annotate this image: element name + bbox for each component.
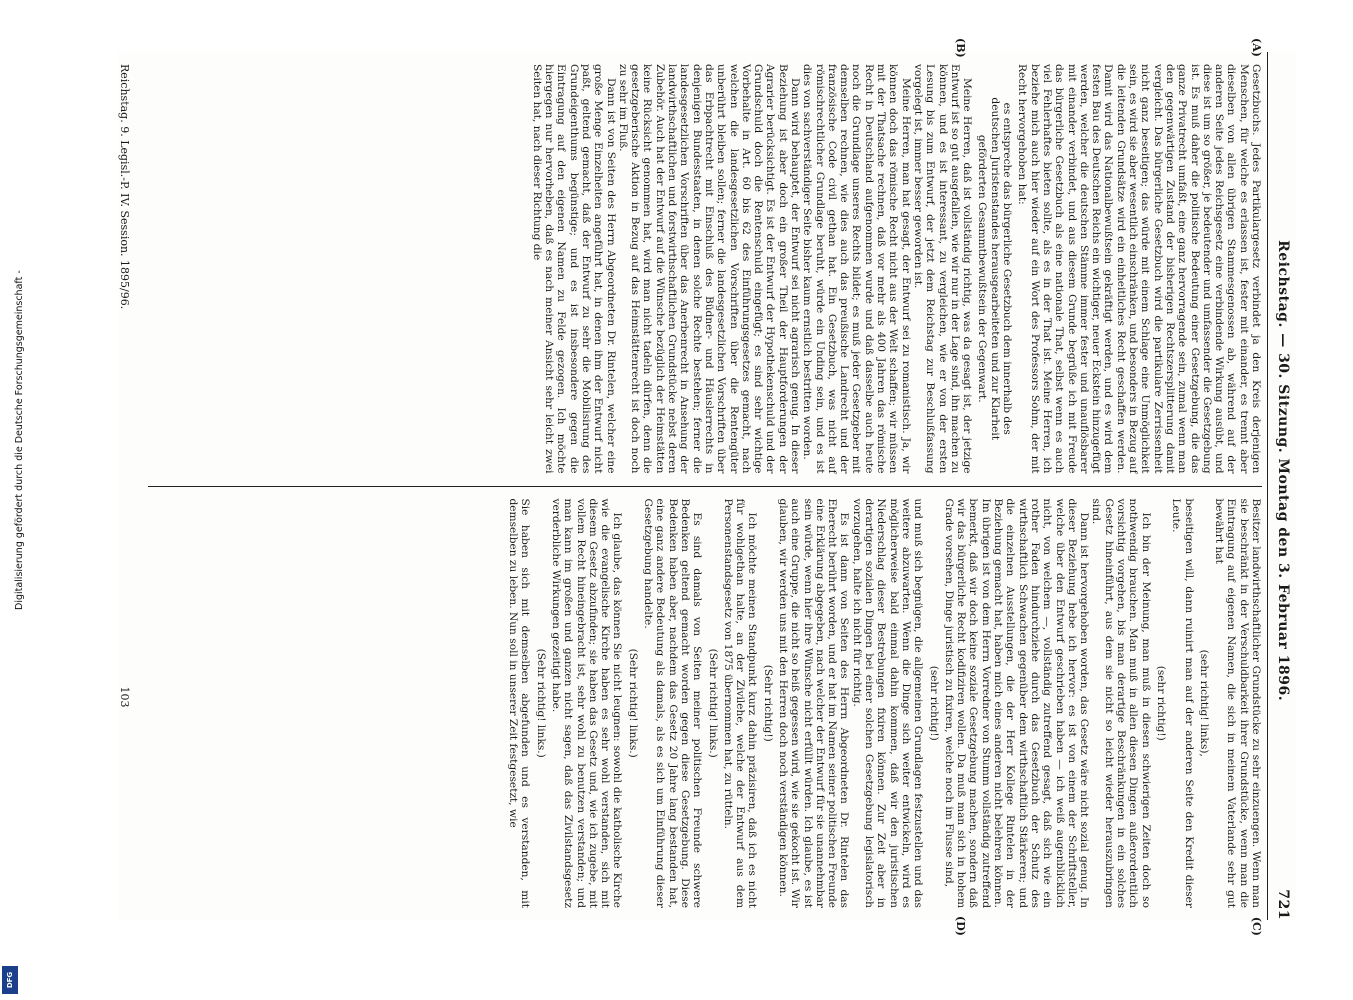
digitization-credit-text: Digitalisierung gefördert durch die Deutsche Forschungsgemeinschaft - <box>14 270 25 610</box>
interjection: (Sehr richtig! links.) <box>626 648 639 758</box>
paragraph: Gesetzbuchs. Jedes Partikulargesetz verbindet ja den Kreis derjenigen Menschen, für welche es erlassen ist, fester mit einander, es trennt aber dieselben von allen übrigen Stammesgenossen ab, während auf der anderen Seite jedes Reichsgesetz eine verbindende Wirkung ausübt, und diese ist um so größer, je bedeutender und umfassender die Gesetzgebung ist. Es muß daher die politische Bedeutung einer Gesetzgebung, die das ganze Privatrecht umfaßt, eine ganz hervorragende sein, zumal wenn man den gegenwärtigen Zustand der bisherigen Rechtszersplitterung damit vergleicht. Das bürgerliche Gesetzbuch wird die partikulare Zerrissenheit nicht ganz beseitigen; das würde mit einem Schlage eine Unmöglichkeit sein, es wird sie aber wesentlich einschränken, und besonders in Bezug auf die leitenden Grundsätze wird ein einheitliches Recht geschaffen werden. Damit wird das Nationalbewußtsein gekräftigt werden, und es wird dem festen Bau des Deutschen Reichs ein wichtiger, neuer Eckstein hinzugefügt werden, welcher die deutschen Stämme immer fester und unauflösbarer mit einander verbindet, und aus diesem Grunde begrüße ich mit Freude das bürgerliche Gesetzbuch als eine nationale That, selbst wenn es auch viel Fehlerhaftes bieten sollte, als es in der That ist. Meine Herren, ich beziehe mich auch hier wieder auf ein Wort des Professors Sohm, der mit Recht hervorgehoben hat: <box>1016 64 1262 474</box>
margin-mark-d: (D) <box>954 916 967 936</box>
paragraph: und muß sich begnügen, die allgemeinen Grundlagen festzustellen und das weitere abzuwarten. Wenn die Dinge sich weiter entwickeln, wird es möglicherweise bald einmal dahin kommen, daß wir den juristischen Niederschlag dieser Bestrebungen fixiren können. Zur Zeit aber in derartigen sozialen Dingen bei einer solchen Gesetzgebung legislatorisch vorzugehen, halte ich nicht für richtig. <box>850 498 925 908</box>
paragraph: Besitzer landwirthschaftlicher Grundstücke zu sehr einzuengen. Wenn man sie beschränkt in der Verschuldbarkeit ihrer Grundstücke, wenn man die Eintragung auf eigenen Namen, die sich in meinem Vaterlande sehr gut bewährt hat <box>1213 498 1262 908</box>
interjection: (Sehr richtig! links.) <box>706 648 719 758</box>
interjection: (sehr richtig!) <box>927 665 940 741</box>
text-columns <box>148 38 1263 936</box>
header-rule <box>1267 52 1268 920</box>
interjection: (Sehr richtig! links.) <box>534 648 547 758</box>
header-page-number: 721 <box>1275 889 1291 920</box>
quotation: es entspreche das bürgerliche Gesetzbuch dem innerhalb des deutschen Juristenstandes herausgearbeiteten und zur Klarheit geförderten Gesammtbewußtsein der Gegenwart. <box>976 97 1014 441</box>
page-footer <box>118 52 144 920</box>
rotated-newspaper-page <box>118 38 1296 936</box>
paragraph: Dann wird behauptet, der Entwurf sei nicht agrarisch genug. In dieser Beziehung ist aber doch ein großer Theil der Hauptforderungen der Agrarier berücksichtigt. Es ist der Entwurf der Hypothekenschuld und der Grundschuld doch die Rentenschuld eingefügt; es sind sehr wichtige Vorbehalte in Art. 60 bis 62 des Einführungsgesetzes gemacht, nach welchen die landesgesetzlichen Vorschriften über die Rentengüter unberührt bleiben sollen; ferner die landesgesetzlichen Vorschriften über das Erbpachtrecht mit Einschluß des Büdner- und Häuslerrechts in denjenigen Bundesstaaten, in denen solche Rechte bestehen; ferner die landesgesetzlichen Vorschriften über das Anerbenrecht in Ansehung der landwirthschaftlichen und forstwirthschaftlichen Grundstücke nebst deren Zubehör. Auch hat der Entwurf auf die Wünsche bezüglich der Heimstätten keine Rücksicht genommen hat, wird man nicht tadeln dürfen, denn die gesetzgeberische Aktion in Bezug auf das Heimstättenrecht ist doch noch zu sehr im Fluß. <box>616 64 802 474</box>
paragraph: Ich möchte meinen Standpunkt kurz dahin präzisiren, daß ich es nicht für wohlgethan halte, an der Zivilehe, welche der Entwurf aus dem Personenstandsgesetz von 1875 übernommen hat, zu rütteln. <box>721 498 759 908</box>
paragraph: Meine Herren, man hat gesagt, der Entwurf sei zu romanistisch. Ja, wir können doch das römische Recht nicht aus der Welt schaffen; wir müssen mit der Thatsache rechnen, daß vor mehr als 400 Jahren das römische Recht in Deutschland aufgenommen wurde und daß dasselbe auch heute noch die Grundlage unseres Rechts bildet; es muß jeder Gesetzgeber mit demselben rechnen, wie dies auch das preußische Landrecht und der französische Code civil gethan hat. Ein Gesetzbuch, was nicht auf römischrechtlicher Grundlage beruht, würde ein Unding sein, und es ist dies von sachverständiger Seite bisher kaum ernstlich bestritten worden. <box>801 64 912 474</box>
paragraph: Dann ist hervorgehoben worden, das Gesetz wäre nicht sozial genug. In dieser Beziehung hebe ich hervor: es ist von einem der Schriftsteller, welche über den Entwurf geschrieben haben — ich weiß augenblicklich nicht, von welchem —, vollständig zutreffend gesagt, daß sich wie ein rother Faden hindurchziehe durch das Gesetzbuch der Schutz des wirthschaftlich Schwachen gegenüber dem wirthschaftlich Stärkeren; und die einzelnen Ausstellungen, die der Herr Kollege Rintelen in der Beziehung gemacht hat, haben mich eines anderen nicht belehren können. Im übrigen ist von dem Herrn Vorredner von Stumm vollständig zutreffend bemerkt, daß wir doch keine soziale Gesetzgebung machen, sondern daß wir das bürgerliche Recht kodifiziren wollen. Da muß man sich in hohem Grade vorsehen, Dinge juristisch zu fixiren, welche noch im Flusse sind, <box>942 498 1091 908</box>
header-title: Reichstag. — 30. Sitzung. Montag den 3. Februar 1896. <box>1275 240 1291 702</box>
paragraph: Es ist dann von Seiten des Herrn Abgeordneten Dr. Rintelen das Eherecht berührt worden, und er hat im Namen seiner politischen Freunde eine Erklärung abgegeben, nach welcher der Entwurf für sie unannehmbar sein würde, wenn hier ihre Wünsche nicht erfüllt würden. Ich glaube, es ist auch eine Gruppe, die nicht so heiß gegessen wird, wie sie gekocht ist. Wir glauben, wir werden uns mit den Herren doch noch verständigen können. <box>777 498 851 908</box>
dfg-logo-label: DFG <box>6 971 14 989</box>
interjection: (sehr richtig!) <box>1154 665 1167 741</box>
footer-session-info: Reichstag. 9. Legisl.-P. IV. Session. 1895/96. <box>118 64 131 310</box>
margin-mark-c: (C) <box>1250 916 1263 936</box>
paragraph: Es sind damals von Seiten meiner politischen Freunde schwere Bedenken geltend gemacht worden gegen diese Gesetzgebung. Diese Bedenken haben aber, nachdem das Gesetz 20 Jahre lang bestanden hat, eine ganz andere Bedeutung als damals, als es sich um Einführung dieser Gesetzgebung handelte. <box>642 498 704 908</box>
paragraph: beseitigen will, dann ruinirt man auf der anderen Seite den Kredit dieser Leute. <box>1170 498 1195 908</box>
paragraph: Ich glaube, das können Sie nicht leugnen: sowohl die katholische Kirche wie die evangelische Kirche haben es sehr wohl verstanden, sich mit diesem Gesetz abzufinden; sie haben das Gesetz und, wie ich zugebe, mit vollem Recht hineingebracht ist, sehr wohl zu benutzen verstanden; und man kann im großen und ganzen nicht sagen, daß das Zivilstandsgesetz verderbliche Wirkungen gezeitigt habe. <box>549 498 624 908</box>
footer-sheet-number: 103 <box>118 686 131 708</box>
left-column <box>148 38 1263 486</box>
interjection: (sehr richtig! links), <box>1197 649 1210 757</box>
dfg-logo-icon <box>2 966 18 994</box>
paragraph: Dann ist von Seiten des Herrn Abgeordneten Dr. Rintelen, welcher eine große Menge Einzelheiten angeführt hat, in denen ihm der Entwurf nicht paßt, geltend gemacht, daß der Entwurf zu sehr die Mobilisirung des Grundeigenthums begünstige; und es ist insbesondere gegen die Eintragung auf den eigenen Namen zu Felde gezogen. Ich möchte hiergegen nur hervorheben, daß es nach meiner Ansicht sehr leicht zwei Seiten hat, nach dieser Richtung die <box>530 64 617 474</box>
right-column <box>148 487 1263 936</box>
paragraph: Sie haben sich mit demselben abgefunden und es verstanden, mit demselben zu leben. Nun soll in unserer Zeit festgesetzt, wie <box>507 498 532 908</box>
paragraph: Meine Herren, daß ist vollständig richtig, was da gesagt ist, der jetzige Entwurf ist so gut ausgefallen, wie wir nur in der Lage sind, ihn machen zu können, und es ist interessant, zu vergleichen, wie er von der ersten Lesung bis zum Entwurf, der jetzt dem Reichstag zur Beschlußfassung vorgelegt ist, immer besser geworden ist. <box>911 64 974 474</box>
digitization-credit-strip <box>0 0 25 1000</box>
page-header <box>1270 52 1296 920</box>
margin-mark-a: (A) <box>1250 38 1263 57</box>
margin-mark-b: (B) <box>954 38 967 58</box>
paragraph: Ich bin der Meinung, man muß in diesen schwierigen Zeiten doch so nothwendig brauchen. Man muß in allen diesen Dingen außerordentlich vorsichtig vorgehen, bis man derartige Beschränkungen in ein solches Gesetz hineinführt, aus dem sie nicht so leicht wieder herauszubringen sind. <box>1090 498 1152 908</box>
interjection: (Sehr richtig!) <box>761 664 774 742</box>
